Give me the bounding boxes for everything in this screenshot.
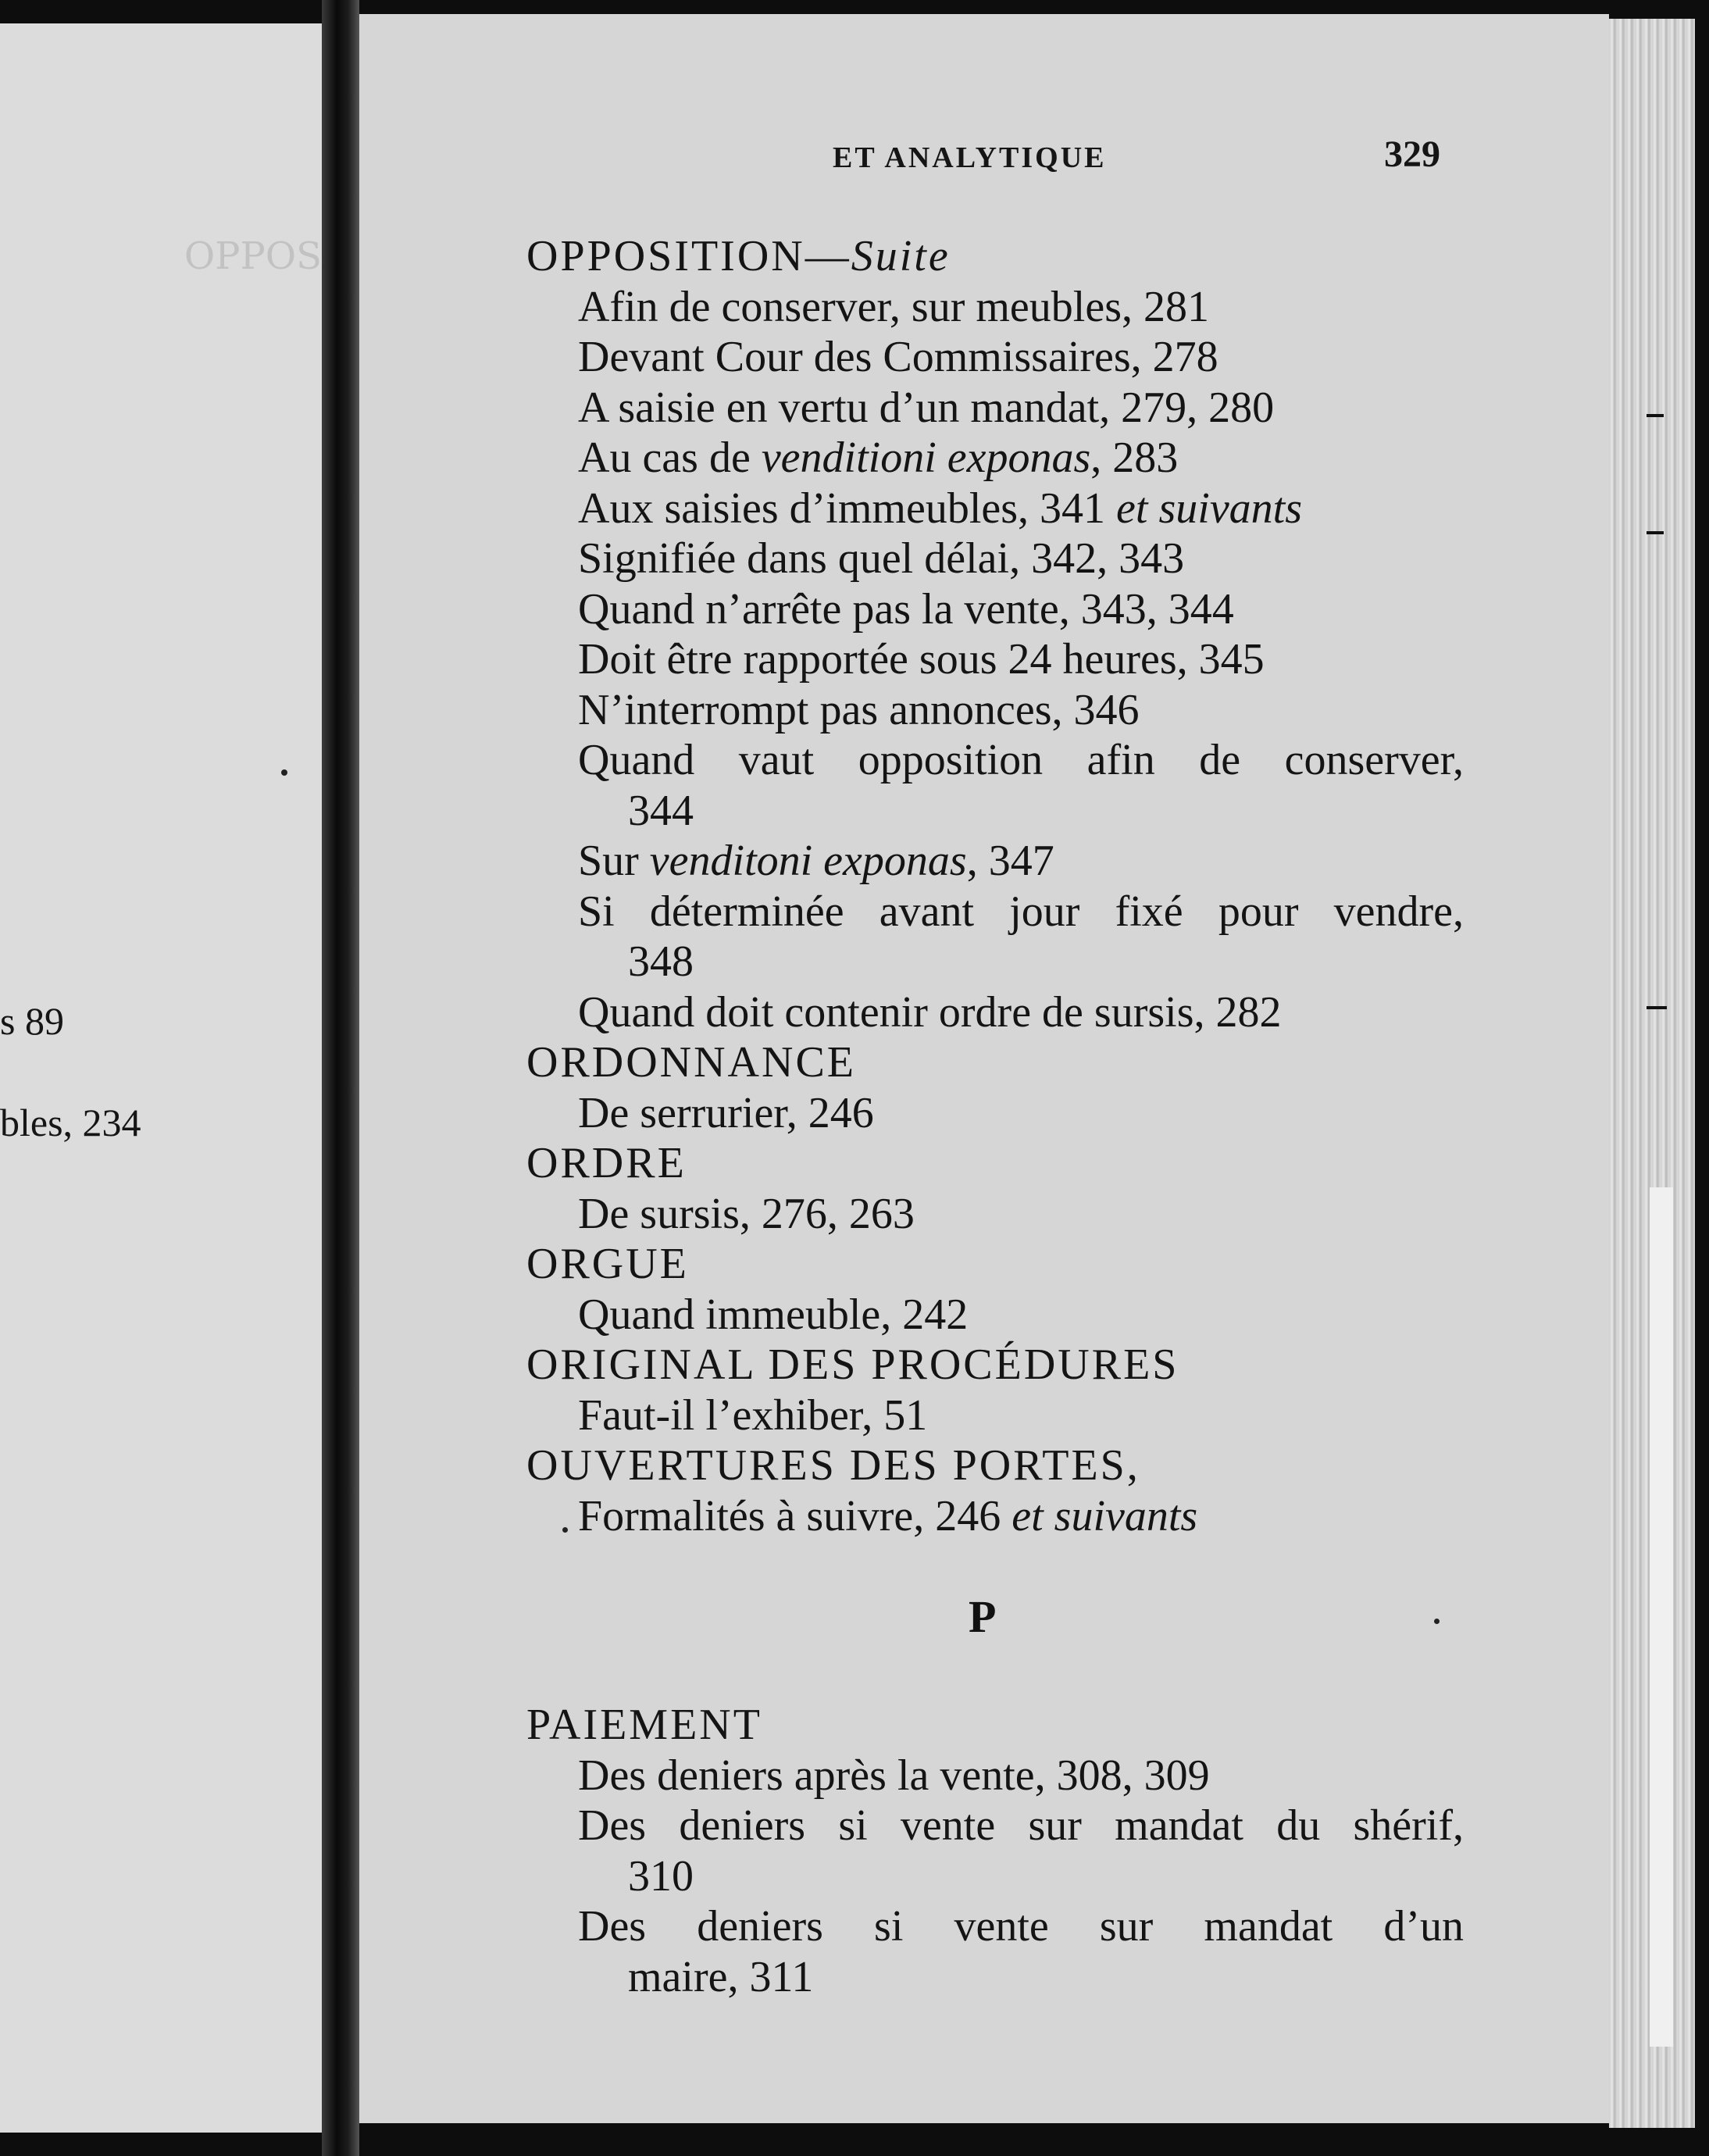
index-heading xyxy=(526,1700,1464,1751)
entry-text: Quand n’arrête pas la vente, 343, 344 xyxy=(578,584,1234,634)
index-heading xyxy=(526,1340,1464,1390)
entry-text: et suivants xyxy=(1011,1491,1198,1540)
book-spine xyxy=(322,0,359,2156)
entry-text: ORIGINAL DES PROCÉDURES xyxy=(526,1340,1179,1389)
entry-text: Formalités à suivre, 246 xyxy=(578,1491,1012,1540)
entry-text: venditioni exponas xyxy=(761,434,1091,482)
index-heading xyxy=(526,231,1464,282)
entry-text: Devant Cour des Commissaires, 278 xyxy=(578,333,1218,381)
entry-text: Faut-il l’exhiber, 51 xyxy=(578,1390,928,1440)
index-heading xyxy=(526,1440,1464,1491)
index-subentry xyxy=(526,987,1464,1038)
section-letter: P xyxy=(969,1591,997,1642)
entry-text: ORDONNANCE xyxy=(526,1038,856,1087)
entry-text: Doit être rapportée sous 24 heures, 345 xyxy=(578,635,1265,684)
edge-mark xyxy=(1647,1006,1667,1009)
speck xyxy=(562,1527,568,1533)
page-edge-strip xyxy=(1650,1187,1673,2047)
index-subentry xyxy=(526,1801,1464,1851)
entry-text: Des deniers après la vente, 308, 309 xyxy=(578,1751,1210,1800)
index-subentry xyxy=(526,1491,1464,1542)
entry-text: , 283 xyxy=(1090,434,1179,482)
index-subentry xyxy=(526,1390,1464,1441)
entry-text: maire, 311 xyxy=(628,1952,814,2001)
left-page xyxy=(0,23,322,2133)
index-continuation xyxy=(526,937,1464,987)
entry-text: ORGUE xyxy=(526,1240,689,1288)
index-continuation xyxy=(526,1952,1464,2003)
entry-text: OPPOSITION— xyxy=(526,232,851,280)
entry-text: Des deniers si vente sur mandat du shérif, xyxy=(578,1801,1464,1850)
left-fragment-1: s 89 xyxy=(0,999,64,1043)
speck xyxy=(281,769,287,776)
index-subentry xyxy=(526,584,1464,635)
entry-text: Au cas de xyxy=(578,434,762,482)
entry-text: 310 xyxy=(628,1851,694,1901)
entry-text: Des deniers si vente sur mandat d’un xyxy=(578,1902,1464,1951)
index-entries xyxy=(526,231,1464,1541)
bleed-through-text: OPPOS xyxy=(184,234,322,278)
index-subentry xyxy=(526,1901,1464,1952)
entry-text: ORDRE xyxy=(526,1139,687,1187)
running-header: ET ANALYTIQUE xyxy=(833,141,1107,174)
index-subentry xyxy=(526,383,1464,434)
index-subentry xyxy=(526,433,1464,484)
entry-text: OUVERTURES DES PORTES, xyxy=(526,1441,1140,1490)
index-subentry xyxy=(526,332,1464,383)
entry-text: N’interrompt pas annonces, 346 xyxy=(578,685,1140,734)
index-subentry xyxy=(526,1290,1464,1340)
entry-text: Quand doit contenir ordre de sursis, 282 xyxy=(578,987,1282,1037)
index-subentry xyxy=(526,735,1464,786)
index-subentry xyxy=(526,1088,1464,1139)
entry-text: A saisie en vertu d’un mandat, 279, 280 xyxy=(578,383,1275,432)
index-heading xyxy=(526,1239,1464,1290)
index-subentry xyxy=(526,887,1464,937)
index-subentry xyxy=(526,484,1464,534)
entry-text: venditoni exponas xyxy=(649,837,967,885)
entry-text: et suivants xyxy=(1116,484,1303,533)
entry-text: Quand vaut opposition afin de conserver, xyxy=(578,736,1464,784)
entry-text: 344 xyxy=(628,786,694,835)
entry-text: Suite xyxy=(851,232,951,280)
edge-mark xyxy=(1647,531,1664,534)
index-continuation xyxy=(526,1851,1464,1902)
entry-text: Quand immeuble, 242 xyxy=(578,1290,969,1339)
index-subentry xyxy=(526,1751,1464,1801)
edge-mark xyxy=(1647,414,1664,417)
page-number: 329 xyxy=(1384,134,1440,175)
index-subentry xyxy=(526,282,1464,333)
index-subentry xyxy=(526,534,1464,584)
entry-text: 348 xyxy=(628,937,694,986)
entry-text: Afin de conserver, sur meubles, 281 xyxy=(578,282,1209,331)
index-subentry xyxy=(526,836,1464,887)
index-heading xyxy=(526,1138,1464,1189)
entry-text: Si déterminée avant jour fixé pour vendre, xyxy=(578,887,1464,936)
speck xyxy=(1434,1619,1440,1624)
entry-text: PAIEMENT xyxy=(526,1701,762,1749)
entry-text: Aux saisies d’immeubles, 341 xyxy=(578,484,1117,533)
index-heading xyxy=(526,1037,1464,1088)
entry-text: De sursis, 276, 263 xyxy=(578,1189,915,1238)
left-fragment-2: bles, 234 xyxy=(0,1101,141,1144)
index-subentry xyxy=(526,634,1464,685)
index-continuation xyxy=(526,786,1464,837)
entry-text: De serrurier, 246 xyxy=(578,1088,874,1137)
index-entries-p xyxy=(526,1700,1464,2002)
index-subentry xyxy=(526,1189,1464,1240)
index-subentry xyxy=(526,685,1464,736)
entry-text: , 347 xyxy=(966,837,1054,885)
entry-text: Sur xyxy=(578,837,650,885)
entry-text: Signifiée dans quel délai, 342, 343 xyxy=(578,534,1185,583)
